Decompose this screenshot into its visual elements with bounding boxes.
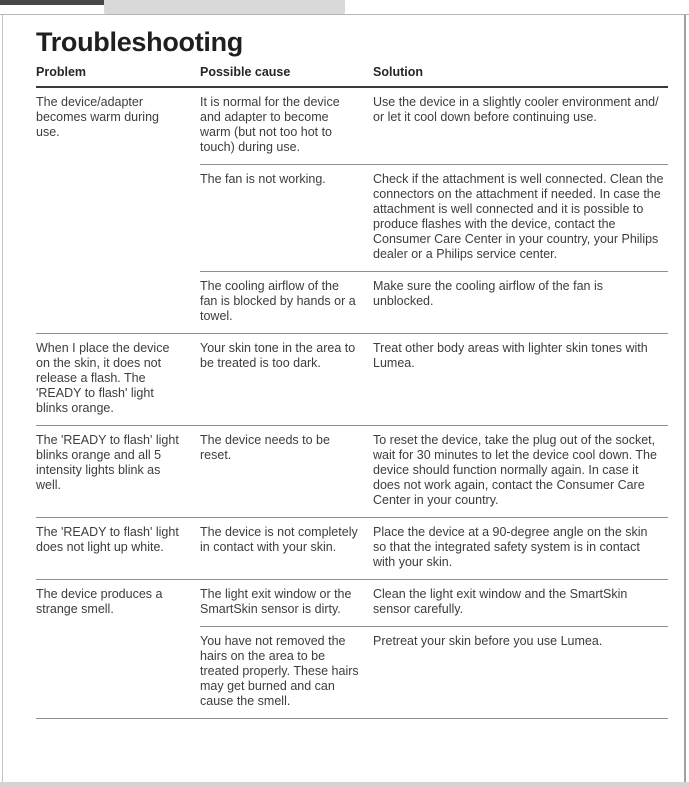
top-edge-dark-segment: [0, 0, 104, 5]
solution-cell: Place the device at a 90-degree angle on the skin so that the integrated safety system is in contact with your skin.: [373, 518, 668, 580]
column-header-possible-cause: Possible cause: [200, 61, 373, 87]
column-header-problem: Problem: [36, 61, 200, 87]
problem-cell: The 'READY to flash' light does not light up white.: [36, 518, 200, 580]
page-right-border: [684, 15, 686, 782]
table-row: [36, 426, 668, 518]
cause-cell: It is normal for the device and adapter to become warm (but not too hot to touch) during use.: [200, 87, 373, 165]
solution-cell: Check if the attachment is well connected. Clean the connectors on the attachment if needed. In case the attachment is well connected and it is possible to produce flashes with the device, contact the Consumer Care Center in your country, your Philips dealer or a Philips service center.: [373, 165, 668, 272]
problem-cell: The device/adapter becomes warm during use.: [36, 87, 200, 334]
cause-cell: The device is not completely in contact with your skin.: [200, 518, 373, 580]
cause-cell: The light exit window or the SmartSkin sensor is dirty.: [200, 580, 373, 627]
solution-cell: To reset the device, take the plug out of the socket, wait for 30 minutes to let the device cool down. The device should function normally again. In case it does not work again, contact the Consumer Care Center in your country.: [373, 426, 668, 518]
table-row: [36, 580, 668, 627]
table-row: [36, 334, 668, 426]
top-gray-bar: [104, 0, 345, 14]
column-header-solution: Solution: [373, 61, 668, 87]
cause-cell: The cooling airflow of the fan is blocked by hands or a towel.: [200, 272, 373, 334]
bottom-gray-strip: [0, 782, 689, 787]
cause-cell: You have not removed the hairs on the area to be treated properly. These hairs may get burned and can cause the smell.: [200, 627, 373, 719]
document-page: [36, 26, 676, 719]
problem-cell: The device produces a strange smell.: [36, 580, 200, 719]
page-title: Troubleshooting: [36, 27, 243, 57]
solution-cell: Treat other body areas with lighter skin tones with Lumea.: [373, 334, 668, 426]
problem-cell: When I place the device on the skin, it does not release a flash. The 'READY to flash' light blinks orange.: [36, 334, 200, 426]
page-top-border: [0, 14, 689, 15]
cause-cell: The device needs to be reset.: [200, 426, 373, 518]
table-row: [36, 518, 668, 580]
troubleshooting-table: [36, 61, 668, 719]
cause-cell: The fan is not working.: [200, 165, 373, 272]
page-left-border: [2, 15, 3, 782]
table-header-row: [36, 61, 668, 87]
table-row: [36, 87, 668, 165]
solution-cell: Clean the light exit window and the SmartSkin sensor carefully.: [373, 580, 668, 627]
solution-cell: Pretreat your skin before you use Lumea.: [373, 627, 668, 719]
problem-cell: The 'READY to flash' light blinks orange and all 5 intensity lights blink as well.: [36, 426, 200, 518]
solution-cell: Use the device in a slightly cooler environment and/ or let it cool down before continuing use.: [373, 87, 668, 165]
solution-cell: Make sure the cooling airflow of the fan is unblocked.: [373, 272, 668, 334]
cause-cell: Your skin tone in the area to be treated is too dark.: [200, 334, 373, 426]
